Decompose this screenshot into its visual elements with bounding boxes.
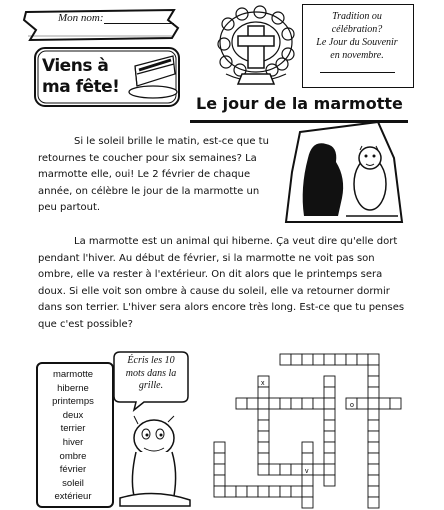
crossword-cell[interactable] xyxy=(236,398,247,409)
crossword-cell[interactable] xyxy=(368,354,379,365)
crossword-cell[interactable] xyxy=(368,486,379,497)
crossword-cell[interactable] xyxy=(302,497,313,508)
name-label: Mon nom: xyxy=(58,12,104,24)
word-item: printemps xyxy=(52,396,94,408)
crossword-cell[interactable] xyxy=(324,387,335,398)
crossword-cell[interactable] xyxy=(258,420,269,431)
crossword-cell[interactable] xyxy=(390,398,401,409)
word-item: marmotte xyxy=(52,369,94,380)
crossword-cell[interactable] xyxy=(357,398,368,409)
name-line[interactable] xyxy=(104,23,174,24)
crossword-cell[interactable] xyxy=(302,354,313,365)
crossword-cell[interactable] xyxy=(258,464,269,475)
crossword-cell[interactable] xyxy=(313,464,324,475)
crossword-cell[interactable] xyxy=(236,486,247,497)
crossword-cell[interactable] xyxy=(368,365,379,376)
paragraph-2: La marmotte est un animal qui hiberne. Ça veut dire qu'elle dort pendant l'hiver. Au début de février, si la marmotte ne voit pas son ombre, elle va rester à l'extérieur. On dit alors que le printemps sera doux. Si elle voit son ombre à cause du soleil, elle va retourner dormir dans son terrier. L'hiver sera alors encore très long. Est-ce que tu penses que c'est possible? xyxy=(38,236,405,330)
crossword-cell[interactable] xyxy=(324,453,335,464)
tradition-answer-line[interactable] xyxy=(320,72,395,73)
crossword-cell[interactable] xyxy=(258,398,269,409)
crossword-cell[interactable] xyxy=(324,442,335,453)
crossword-cell[interactable] xyxy=(324,376,335,387)
crossword-cell[interactable] xyxy=(280,398,291,409)
crossword-cell[interactable] xyxy=(269,398,280,409)
crossword-cell[interactable] xyxy=(324,475,335,486)
crossword-cell[interactable] xyxy=(368,387,379,398)
word-item: hiberne xyxy=(57,382,89,394)
crossword-cell[interactable] xyxy=(368,376,379,387)
paragraph-1: Si le soleil brille le matin, est-ce que tu retournes te coucher pour six semaines? La marmotte elle, oui! Le 2 février de chaque année, on célèbre le jour de la marmotte un peu partout. xyxy=(38,136,269,213)
crossword-cell[interactable] xyxy=(324,431,335,442)
marmot-shadow-illustration xyxy=(282,118,406,228)
crossword-grid[interactable] xyxy=(200,346,420,510)
crossword-cell[interactable] xyxy=(368,464,379,475)
crossword-cell[interactable] xyxy=(258,442,269,453)
crossword-cell[interactable] xyxy=(291,354,302,365)
crossword-cell[interactable] xyxy=(258,387,269,398)
crossword-cell[interactable] xyxy=(291,486,302,497)
crossword-cell[interactable] xyxy=(258,486,269,497)
crossword-cell[interactable] xyxy=(214,442,225,453)
crossword-cell[interactable] xyxy=(247,486,258,497)
word-item: ombre xyxy=(59,450,87,462)
crossword-cell[interactable] xyxy=(368,442,379,453)
crossword-cell[interactable] xyxy=(324,464,335,475)
crossword-cell[interactable] xyxy=(291,398,302,409)
crossword-cell[interactable] xyxy=(280,464,291,475)
crossword-cell[interactable] xyxy=(280,486,291,497)
crossword-cell[interactable] xyxy=(324,398,335,409)
crossword-cell[interactable] xyxy=(357,354,368,365)
word-item: soleil xyxy=(62,477,84,489)
crossword-cell[interactable] xyxy=(313,398,324,409)
crossword-hint-letter: x xyxy=(261,380,265,387)
word-item: février xyxy=(59,464,87,476)
word-item: hiver xyxy=(62,436,84,448)
party-invitation-text: Viens à ma fête! xyxy=(42,56,120,97)
word-item: deux xyxy=(62,409,84,421)
crossword-cell[interactable] xyxy=(258,453,269,464)
tradition-text: Tradition ou célébration? Le Jour du Souvenir en novembre. xyxy=(316,11,398,61)
crossword-cell[interactable] xyxy=(269,464,280,475)
crossword-cell[interactable] xyxy=(280,354,291,365)
crossword-cell[interactable] xyxy=(302,453,313,464)
crossword-cell[interactable] xyxy=(368,431,379,442)
crossword-cell[interactable] xyxy=(214,453,225,464)
crossword-cell[interactable] xyxy=(302,486,313,497)
crossword-cell[interactable] xyxy=(324,354,335,365)
word-list xyxy=(36,368,110,504)
crossword-cell[interactable] xyxy=(258,431,269,442)
crossword-cell[interactable] xyxy=(368,398,379,409)
crossword-cell[interactable] xyxy=(247,398,258,409)
crossword-cell[interactable] xyxy=(214,464,225,475)
crossword-cell[interactable] xyxy=(346,354,357,365)
crossword-cell[interactable] xyxy=(324,420,335,431)
crossword-cell[interactable] xyxy=(225,486,236,497)
marmot-illustration xyxy=(116,408,194,508)
crossword-cell[interactable] xyxy=(269,486,280,497)
page-title: Le jour de la marmotte xyxy=(196,94,403,113)
crossword-cell[interactable] xyxy=(258,409,269,420)
crossword-cell[interactable] xyxy=(368,497,379,508)
crossword-cell[interactable] xyxy=(214,486,225,497)
crossword-hint-letter: o xyxy=(350,402,354,409)
crossword-cell[interactable] xyxy=(291,464,302,475)
crossword-cell[interactable] xyxy=(368,453,379,464)
crossword-cell[interactable] xyxy=(379,398,390,409)
crossword-cell[interactable] xyxy=(302,475,313,486)
crossword-cell[interactable] xyxy=(368,420,379,431)
crossword-cell[interactable] xyxy=(214,475,225,486)
crossword-cell[interactable] xyxy=(368,475,379,486)
crossword-cell[interactable] xyxy=(368,409,379,420)
crossword-cell[interactable] xyxy=(302,398,313,409)
crossword-cell[interactable] xyxy=(302,442,313,453)
crossword-cell[interactable] xyxy=(335,354,346,365)
crossword-cell[interactable] xyxy=(313,354,324,365)
speech-bubble-text: Écris les 10 mots dans la grille. xyxy=(125,355,177,391)
crossword-hint-letter: v xyxy=(305,468,309,475)
word-item: extérieur xyxy=(54,491,92,503)
crossword-cell[interactable] xyxy=(324,409,335,420)
wreath-cross-illustration xyxy=(212,4,300,86)
word-item: terrier xyxy=(60,423,86,435)
